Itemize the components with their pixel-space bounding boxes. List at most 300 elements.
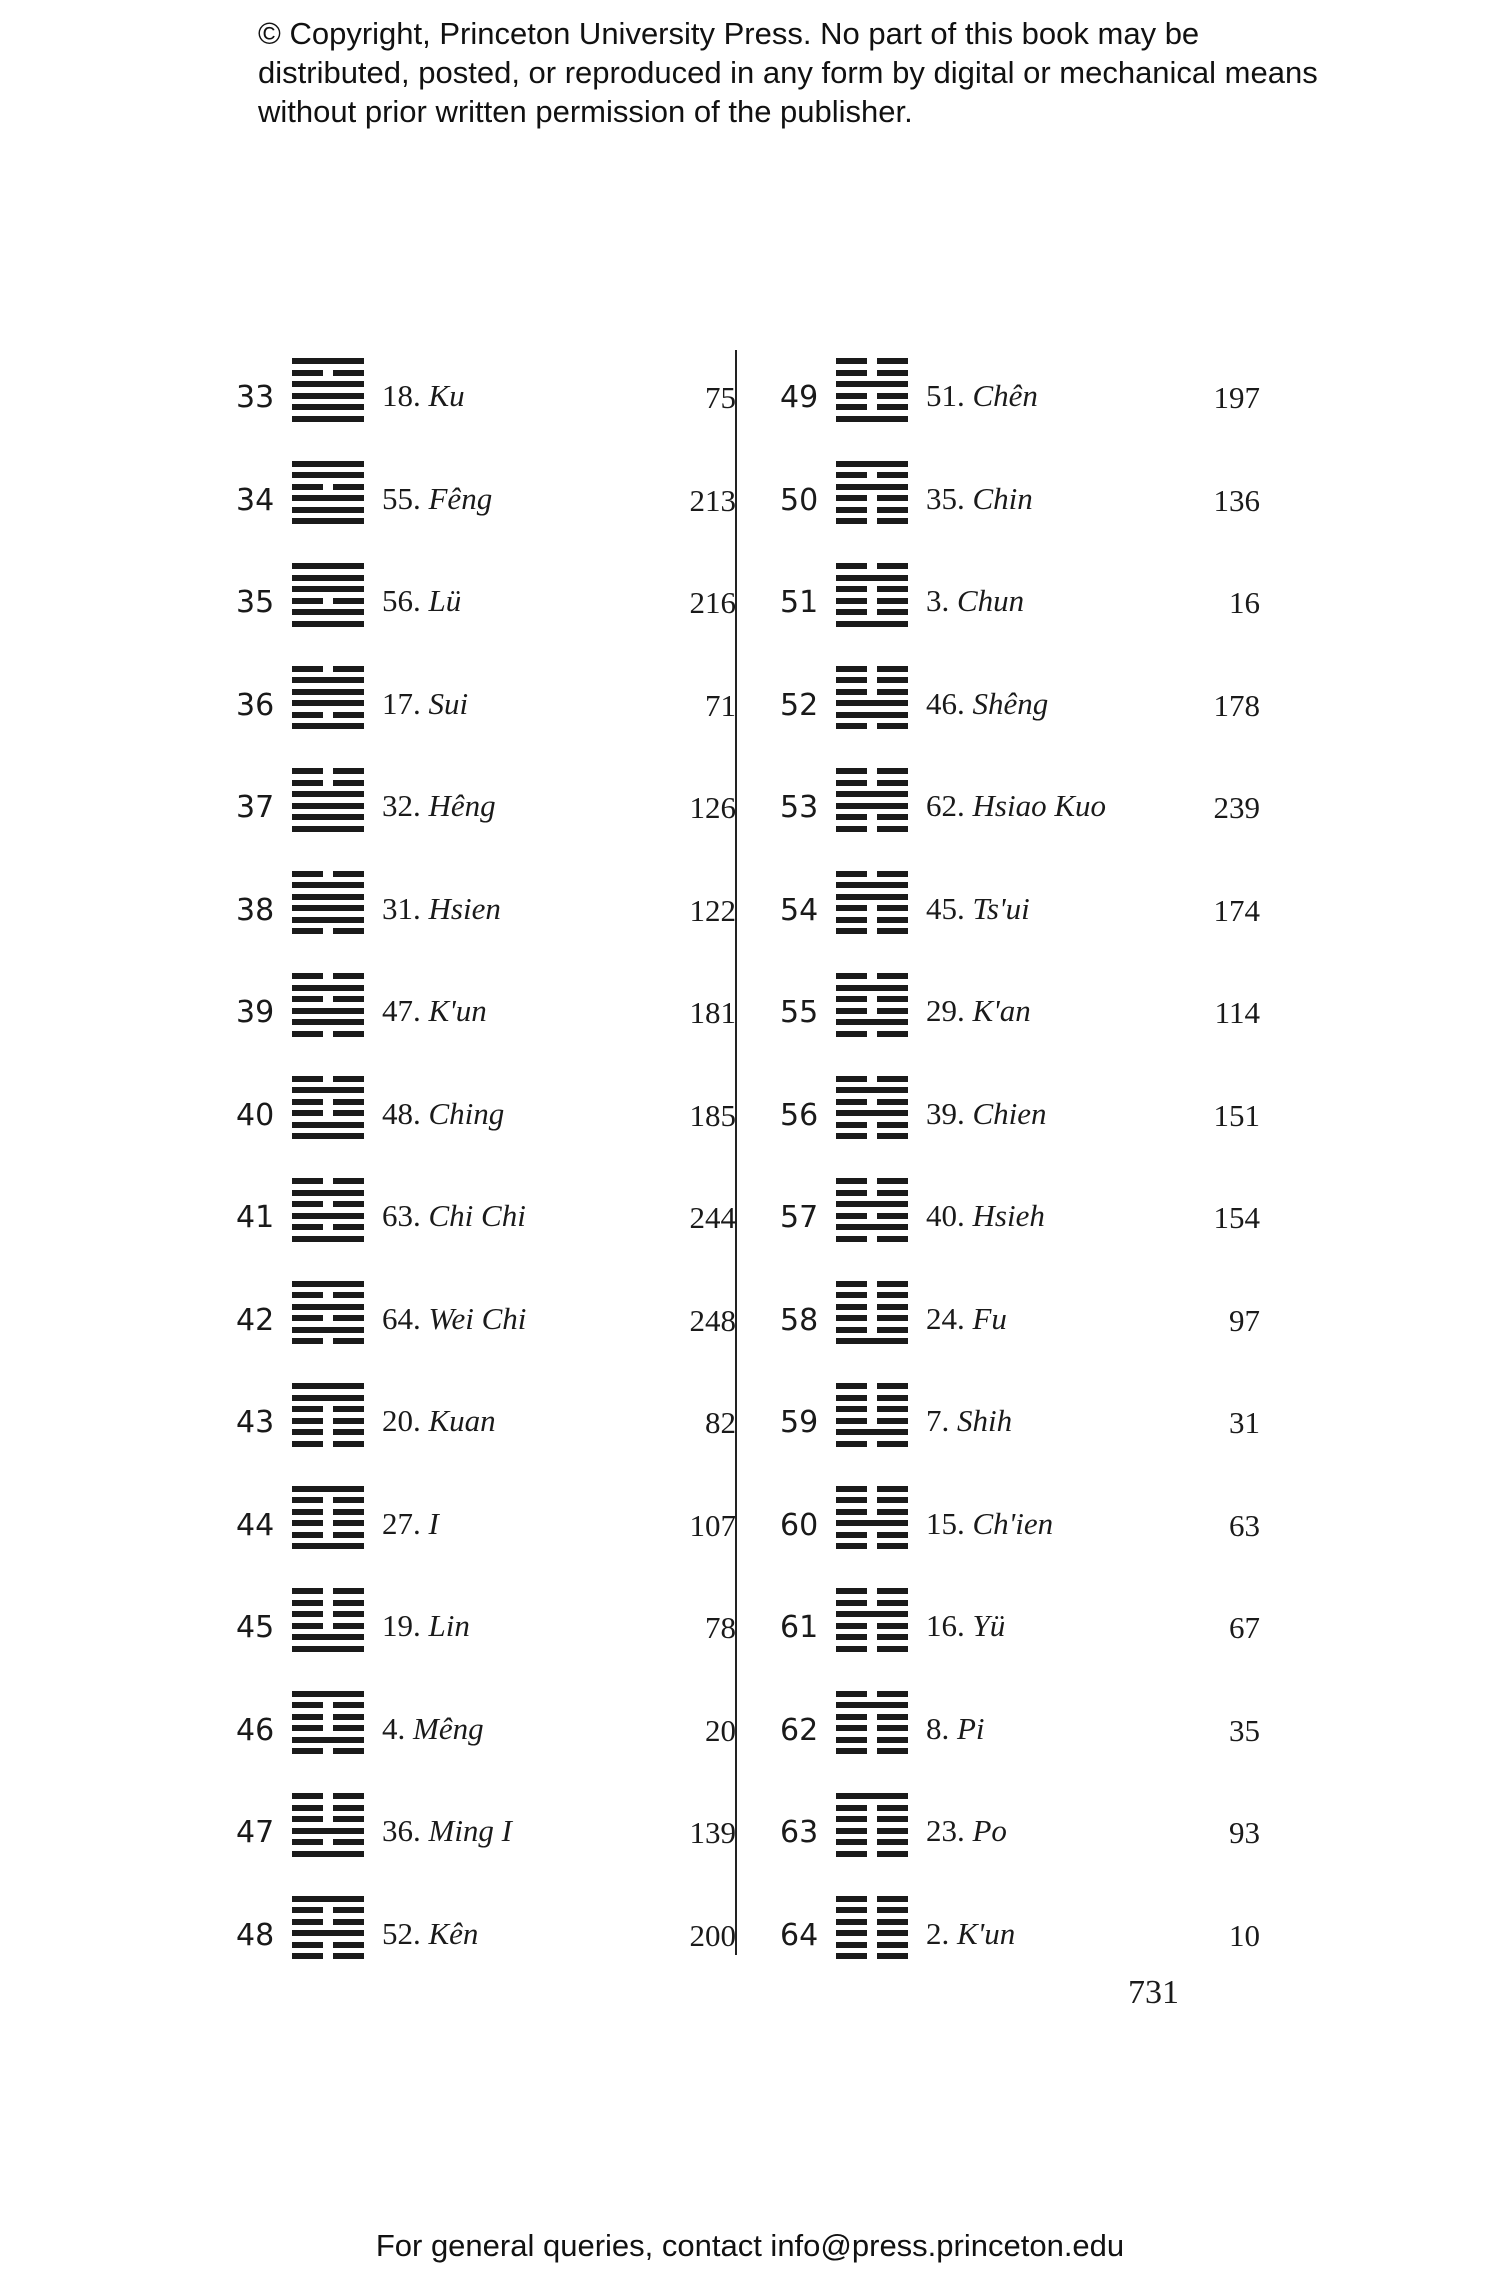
hexagram-symbol-icon xyxy=(836,1383,908,1447)
page-reference: 78 xyxy=(705,1610,736,1645)
hexagram-number: 27. xyxy=(382,1505,421,1541)
hexagram-number: 15. xyxy=(926,1505,965,1541)
yin-line xyxy=(836,1543,908,1549)
yin-line xyxy=(292,1748,364,1754)
hexagram-name: Shih xyxy=(957,1403,1013,1438)
hexagram-row xyxy=(780,1480,1340,1550)
yang-line xyxy=(292,1930,364,1936)
hexagram-number: 51. xyxy=(926,378,965,413)
hexagram-symbol-icon xyxy=(292,1281,364,1345)
yang-line xyxy=(292,1486,364,1492)
yin-line xyxy=(292,1520,364,1526)
hexagram-symbol-icon xyxy=(292,1383,364,1447)
yin-line xyxy=(836,1907,908,1913)
hexagram-number: 24. xyxy=(926,1300,965,1336)
yang-line xyxy=(292,358,364,364)
hexagram-row xyxy=(236,1275,796,1345)
page-reference: 67 xyxy=(1229,1610,1260,1645)
yang-line xyxy=(292,1327,364,1333)
hexagram-row xyxy=(780,557,1340,627)
yin-line xyxy=(292,1429,364,1435)
hexagram-row xyxy=(236,1685,796,1755)
hexagram-name: Shêng xyxy=(972,685,1049,721)
yin-line xyxy=(836,472,908,478)
yin-line xyxy=(836,598,908,604)
yin-line xyxy=(292,1099,364,1105)
yin-line xyxy=(292,1178,364,1184)
hexagram-symbol-icon xyxy=(836,666,908,730)
yin-line xyxy=(292,666,364,672)
yang-line xyxy=(836,621,908,627)
yin-line xyxy=(292,1441,364,1447)
yin-line xyxy=(836,996,908,1002)
yang-line xyxy=(292,1851,364,1857)
yin-line xyxy=(292,1497,364,1503)
yang-line xyxy=(292,1133,364,1139)
sequence-number: 45 xyxy=(236,1610,275,1645)
page-reference: 139 xyxy=(689,1815,736,1850)
hexagram-number: 55. xyxy=(382,480,421,516)
yin-line xyxy=(292,1110,364,1116)
sequence-number: 52 xyxy=(780,687,819,723)
yang-line xyxy=(836,985,908,991)
yin-line xyxy=(292,712,364,718)
yin-line xyxy=(292,1942,364,1948)
yin-line xyxy=(292,1532,364,1538)
sequence-number: 38 xyxy=(236,892,275,928)
hexagram-name: Mêng xyxy=(413,1710,484,1746)
yang-line xyxy=(292,563,364,569)
hexagram-entry xyxy=(382,1608,470,1644)
yin-line xyxy=(836,677,908,683)
hexagram-name: Hsien xyxy=(428,890,501,926)
yang-line xyxy=(836,803,908,809)
yin-line xyxy=(836,768,908,774)
yang-line xyxy=(292,381,364,387)
hexagram-entry xyxy=(926,1198,1045,1234)
yang-line xyxy=(836,1019,908,1025)
hexagram-number: 45. xyxy=(926,890,965,926)
yin-line xyxy=(836,1441,908,1447)
hexagram-row xyxy=(780,455,1340,525)
yang-line xyxy=(292,677,364,683)
hexagram-entry xyxy=(382,1813,512,1849)
yin-line xyxy=(836,1930,908,1936)
yin-line xyxy=(292,1839,364,1845)
hexagram-entry xyxy=(926,583,1024,619)
yin-line xyxy=(836,1190,908,1196)
hexagram-number: 4. xyxy=(382,1710,406,1746)
hexagram-row xyxy=(780,1582,1340,1652)
yang-line xyxy=(292,905,364,911)
yang-line xyxy=(292,985,364,991)
yin-line xyxy=(836,1646,908,1652)
yin-line xyxy=(836,1304,908,1310)
yang-line xyxy=(836,1224,908,1230)
yang-line xyxy=(292,495,364,501)
page-reference: 248 xyxy=(689,1302,736,1338)
page-reference: 216 xyxy=(689,585,736,620)
hexagram-name: Wei Chi xyxy=(428,1300,527,1336)
hexagram-row xyxy=(780,1172,1340,1242)
hexagram-number: 62. xyxy=(926,788,965,823)
yin-line xyxy=(836,518,908,524)
hexagram-row xyxy=(780,1787,1340,1857)
yin-line xyxy=(836,905,908,911)
sequence-number: 61 xyxy=(780,1610,819,1645)
page-number: 731 xyxy=(1128,1974,1179,2011)
yin-line xyxy=(836,495,908,501)
hexagram-entry xyxy=(382,788,496,824)
hexagram-entry xyxy=(926,1301,1007,1337)
hexagram-symbol-icon xyxy=(292,1793,364,1857)
yin-line xyxy=(292,1076,364,1082)
page-reference: 200 xyxy=(689,1917,736,1953)
yin-line xyxy=(292,1919,364,1925)
yin-line xyxy=(292,1418,364,1424)
yang-line xyxy=(292,461,364,467)
yang-line xyxy=(292,723,364,729)
yin-line xyxy=(836,1292,908,1298)
yin-line xyxy=(836,973,908,979)
hexagram-entry xyxy=(926,1608,1005,1644)
hexagram-entry xyxy=(926,1096,1047,1132)
hexagram-symbol-icon xyxy=(836,871,908,935)
hexagram-name: Hsiao Kuo xyxy=(972,788,1106,823)
yin-line xyxy=(836,1213,908,1219)
hexagram-entry xyxy=(926,481,1033,517)
yin-line xyxy=(836,404,908,410)
yin-line xyxy=(836,689,908,695)
hexagram-symbol-icon xyxy=(836,1076,908,1140)
sequence-number: 57 xyxy=(780,1200,819,1235)
hexagram-name: Pi xyxy=(957,1710,985,1746)
yang-line xyxy=(836,1520,908,1526)
hexagram-symbol-icon xyxy=(836,563,908,627)
yang-line xyxy=(292,1190,364,1196)
hexagram-symbol-icon xyxy=(292,1178,364,1242)
sequence-number: 46 xyxy=(236,1712,275,1748)
yin-line xyxy=(836,1008,908,1014)
yin-line xyxy=(836,1942,908,1948)
yin-line xyxy=(836,1383,908,1389)
yin-line xyxy=(836,1805,908,1811)
yin-line xyxy=(292,484,364,490)
sequence-number: 47 xyxy=(236,1815,275,1850)
hexagram-number: 3. xyxy=(926,583,950,618)
yang-line xyxy=(292,882,364,888)
yin-line xyxy=(292,1714,364,1720)
hexagram-symbol-icon xyxy=(292,871,364,935)
yang-line xyxy=(292,1828,364,1834)
sequence-number: 58 xyxy=(780,1302,819,1338)
hexagram-row xyxy=(780,762,1340,832)
hexagram-symbol-icon xyxy=(836,768,908,832)
yang-line xyxy=(292,1236,364,1242)
page-reference: 178 xyxy=(1213,687,1260,723)
yang-line xyxy=(292,507,364,513)
yin-line xyxy=(292,1406,364,1412)
hexagram-symbol-icon xyxy=(292,1486,364,1550)
hexagram-number: 7. xyxy=(926,1403,950,1438)
hexagram-name: Chin xyxy=(972,480,1033,516)
yang-line xyxy=(292,575,364,581)
hexagram-name: Kuan xyxy=(428,1403,496,1438)
footer-contact: For general queries, contact info@press.princeton.edu xyxy=(375,2228,1125,2263)
page-reference: 185 xyxy=(689,1097,736,1133)
hexagram-number: 35. xyxy=(926,480,965,516)
page-reference: 75 xyxy=(705,380,736,415)
yin-line xyxy=(836,1395,908,1401)
hexagram-entry xyxy=(382,1506,439,1542)
hexagram-entry xyxy=(926,1403,1012,1439)
yin-line xyxy=(836,586,908,592)
hexagram-name: Ming I xyxy=(428,1813,513,1848)
yin-line xyxy=(292,1953,364,1959)
hexagram-number: 29. xyxy=(926,993,965,1028)
yin-line xyxy=(292,1509,364,1515)
hexagram-number: 19. xyxy=(382,1608,421,1643)
yin-line xyxy=(836,1953,908,1959)
yin-line xyxy=(836,1327,908,1333)
hexagram-number: 8. xyxy=(926,1710,950,1746)
yang-line xyxy=(292,416,364,422)
yang-line xyxy=(836,1087,908,1093)
sequence-number: 34 xyxy=(236,482,275,518)
page-reference: 244 xyxy=(689,1200,736,1235)
sequence-number: 48 xyxy=(236,1917,275,1953)
yang-line xyxy=(292,894,364,900)
hexagram-row xyxy=(236,762,796,832)
yang-line xyxy=(292,1383,364,1389)
hexagram-entry xyxy=(382,1916,478,1952)
hexagram-name: Chun xyxy=(957,583,1025,618)
hexagram-name: Ku xyxy=(428,378,465,413)
yin-line xyxy=(836,1122,908,1128)
yin-line xyxy=(292,1315,364,1321)
hexagram-row xyxy=(236,1787,796,1857)
sequence-number: 35 xyxy=(236,585,275,620)
page-reference: 63 xyxy=(1229,1507,1260,1543)
yang-line xyxy=(836,894,908,900)
yang-line xyxy=(836,712,908,718)
yang-line xyxy=(292,1122,364,1128)
yin-line xyxy=(836,358,908,364)
yin-line xyxy=(292,1338,364,1344)
yin-line xyxy=(292,780,364,786)
hexagram-name: Lin xyxy=(428,1608,470,1643)
yin-line xyxy=(292,768,364,774)
page-reference: 213 xyxy=(689,482,736,518)
yin-line xyxy=(836,1634,908,1640)
hexagram-symbol-icon xyxy=(836,1691,908,1755)
hexagram-symbol-icon xyxy=(292,1076,364,1140)
hexagram-row xyxy=(236,455,796,525)
hexagram-entry xyxy=(926,1813,1007,1849)
yin-line xyxy=(836,563,908,569)
hexagram-number: 31. xyxy=(382,890,421,926)
hexagram-name: Kên xyxy=(428,1915,479,1951)
hexagram-number: 2. xyxy=(926,1915,950,1951)
hexagram-row xyxy=(780,1070,1340,1140)
page-reference: 35 xyxy=(1229,1712,1260,1748)
yin-line xyxy=(292,1031,364,1037)
yang-line xyxy=(292,826,364,832)
hexagram-entry xyxy=(926,378,1038,414)
hexagram-row xyxy=(236,1070,796,1140)
yang-line xyxy=(292,814,364,820)
hexagram-name: Chi Chi xyxy=(428,1198,526,1233)
yin-line xyxy=(836,917,908,923)
yin-line xyxy=(292,1224,364,1230)
yin-line xyxy=(836,1691,908,1697)
yang-line xyxy=(836,1702,908,1708)
hexagram-entry xyxy=(382,1198,526,1234)
sequence-number: 42 xyxy=(236,1302,275,1338)
hexagram-number: 52. xyxy=(382,1915,421,1951)
hexagram-row xyxy=(236,967,796,1037)
sequence-number: 51 xyxy=(780,585,819,620)
hexagram-name: Lü xyxy=(428,583,462,618)
hexagram-symbol-icon xyxy=(836,1793,908,1857)
yang-line xyxy=(836,700,908,706)
hexagram-entry xyxy=(382,891,501,927)
hexagram-name: Fêng xyxy=(428,480,493,516)
yin-line xyxy=(836,1816,908,1822)
sequence-number: 44 xyxy=(236,1507,275,1543)
hexagram-entry xyxy=(382,378,465,414)
hexagram-entry xyxy=(926,686,1048,722)
hexagram-symbol-icon xyxy=(836,1896,908,1960)
yin-line xyxy=(836,1315,908,1321)
yang-line xyxy=(292,1019,364,1025)
yang-line xyxy=(292,791,364,797)
yin-line xyxy=(292,1623,364,1629)
hexagram-number: 36. xyxy=(382,1813,421,1848)
hexagram-symbol-icon xyxy=(292,973,364,1037)
yin-line xyxy=(836,1919,908,1925)
yin-line xyxy=(292,928,364,934)
hexagram-symbol-icon xyxy=(292,358,364,422)
hexagram-name: K'an xyxy=(972,993,1031,1028)
hexagram-symbol-icon xyxy=(292,563,364,627)
sequence-number: 54 xyxy=(780,892,819,928)
sequence-number: 41 xyxy=(236,1200,275,1235)
hexagram-row xyxy=(780,865,1340,935)
yin-line xyxy=(292,996,364,1002)
hexagram-number: 56. xyxy=(382,583,421,618)
hexagram-row xyxy=(780,660,1340,730)
hexagram-number: 40. xyxy=(926,1198,965,1233)
yin-line xyxy=(836,1851,908,1857)
page-reference: 181 xyxy=(689,995,736,1030)
page-reference: 93 xyxy=(1229,1815,1260,1850)
sequence-number: 50 xyxy=(780,482,819,518)
yang-line xyxy=(836,1338,908,1344)
yin-line xyxy=(836,1600,908,1606)
hexagram-row xyxy=(236,660,796,730)
hexagram-row xyxy=(236,1480,796,1550)
yang-line xyxy=(836,791,908,797)
page-reference: 151 xyxy=(1213,1097,1260,1133)
yin-line xyxy=(292,1702,364,1708)
hexagram-symbol-icon xyxy=(836,1588,908,1652)
hexagram-name: Chên xyxy=(972,378,1038,413)
hexagram-number: 17. xyxy=(382,685,421,721)
yang-line xyxy=(836,484,908,490)
yin-line xyxy=(292,1201,364,1207)
sequence-number: 36 xyxy=(236,687,275,723)
page-reference: 31 xyxy=(1229,1405,1260,1440)
yin-line xyxy=(836,1509,908,1515)
hexagram-row xyxy=(236,1377,796,1447)
yin-line xyxy=(292,1816,364,1822)
hexagram-number: 46. xyxy=(926,685,965,721)
yin-line xyxy=(836,1418,908,1424)
hexagram-row xyxy=(780,1890,1340,1960)
yin-line xyxy=(292,871,364,877)
hexagram-name: Fu xyxy=(972,1300,1007,1336)
yang-line xyxy=(292,518,364,524)
hexagram-symbol-icon xyxy=(292,1691,364,1755)
yang-line xyxy=(836,461,908,467)
hexagram-symbol-icon xyxy=(836,358,908,422)
yin-line xyxy=(836,871,908,877)
hexagram-symbol-icon xyxy=(836,1486,908,1550)
yin-line xyxy=(292,1611,364,1617)
yang-line xyxy=(292,393,364,399)
sequence-number: 37 xyxy=(236,790,275,825)
page-reference: 114 xyxy=(1214,995,1260,1030)
page-reference: 154 xyxy=(1213,1200,1260,1235)
yang-line xyxy=(292,1008,364,1014)
yin-line xyxy=(836,1099,908,1105)
hexagram-entry xyxy=(382,993,487,1029)
yin-line xyxy=(836,780,908,786)
yang-line xyxy=(292,1896,364,1902)
yin-line xyxy=(292,1793,364,1799)
hexagram-number: 63. xyxy=(382,1198,421,1233)
hexagram-number: 32. xyxy=(382,788,421,823)
hexagram-name: Hsieh xyxy=(972,1198,1045,1233)
sequence-number: 43 xyxy=(236,1405,275,1440)
hexagram-entry xyxy=(926,993,1031,1029)
hexagram-name: Ch'ien xyxy=(972,1505,1054,1541)
sequence-number: 56 xyxy=(780,1097,819,1133)
yin-line xyxy=(836,1828,908,1834)
page-reference: 16 xyxy=(1229,585,1260,620)
yin-line xyxy=(836,1737,908,1743)
yin-line xyxy=(292,370,364,376)
hexagram-symbol-icon xyxy=(836,1178,908,1242)
hexagram-number: 64. xyxy=(382,1300,421,1336)
yin-line xyxy=(836,1839,908,1845)
yang-line xyxy=(836,882,908,888)
yang-line xyxy=(292,689,364,695)
yin-line xyxy=(836,666,908,672)
yin-line xyxy=(836,1031,908,1037)
yin-line xyxy=(836,1281,908,1287)
yin-line xyxy=(836,723,908,729)
yin-line xyxy=(292,1600,364,1606)
yang-line xyxy=(836,381,908,387)
hexagram-entry xyxy=(382,481,492,517)
hexagram-name: K'un xyxy=(957,1915,1016,1951)
yin-line xyxy=(292,1292,364,1298)
yin-line xyxy=(292,1805,364,1811)
hexagram-row xyxy=(780,1685,1340,1755)
yang-line xyxy=(836,1429,908,1435)
